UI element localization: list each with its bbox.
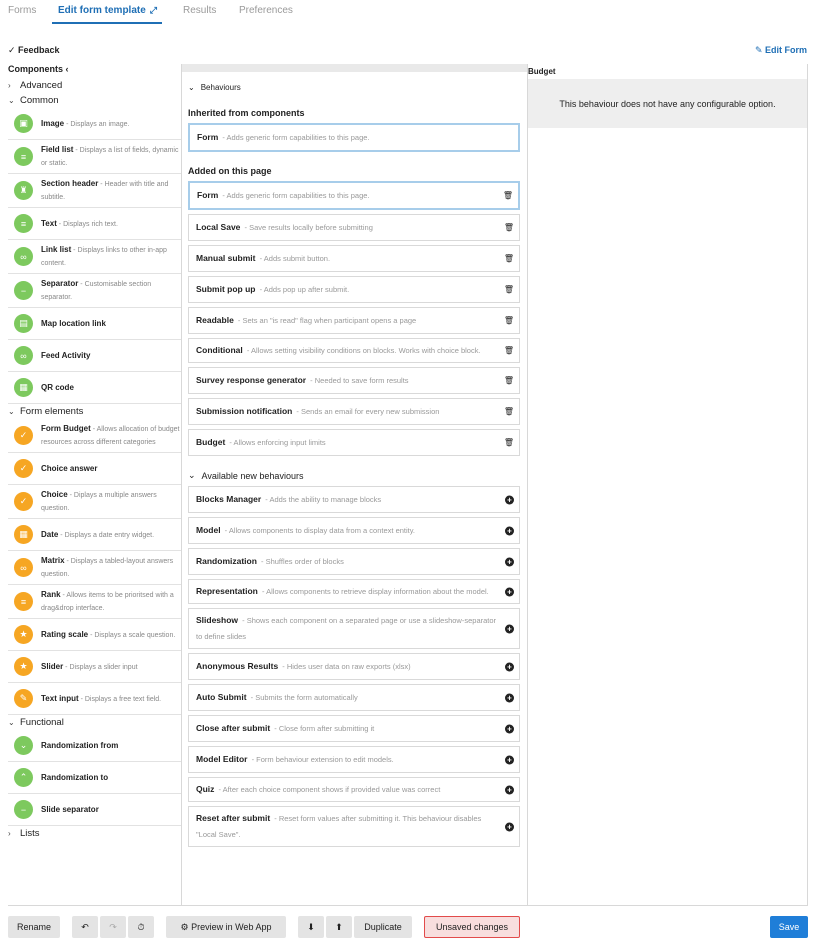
- trash-icon[interactable]: 🗑: [503, 253, 514, 263]
- component-description: - Allows items to be prioritsed with a drag&drop interface.: [41, 592, 174, 612]
- component-description: - Displays links to other in-app content.: [41, 247, 167, 267]
- component-name: Form Budget: [41, 424, 91, 433]
- component-item[interactable]: [8, 274, 182, 308]
- behaviour-name: Anonymous Results: [196, 661, 279, 671]
- behaviour-name: Conditional: [196, 345, 243, 355]
- add-icon[interactable]: +: [505, 526, 514, 535]
- component-name: Link list: [41, 245, 72, 254]
- move-down-button[interactable]: ⬇: [298, 916, 324, 938]
- behaviour-text: [196, 716, 374, 741]
- edit-form-link[interactable]: ✎ Edit Form: [754, 45, 807, 55]
- component-item[interactable]: [8, 619, 182, 651]
- component-item[interactable]: [8, 108, 182, 140]
- trash-icon[interactable]: 🗑: [503, 345, 514, 355]
- behaviour-name: Model: [196, 525, 221, 535]
- available-title-label: Available new behaviours: [201, 470, 304, 481]
- chevron-down-icon: ⌄: [8, 407, 15, 416]
- calendar-icon: ▦: [14, 525, 33, 544]
- undo-button[interactable]: ↶: [72, 916, 98, 938]
- component-item[interactable]: [8, 485, 182, 519]
- behaviour-name: Submission notification: [196, 406, 293, 416]
- add-icon[interactable]: +: [505, 557, 514, 566]
- chevron-up-icon: ⌃: [14, 768, 33, 787]
- divider: [807, 64, 808, 906]
- component-text: [41, 528, 154, 542]
- component-name: Slide separator: [41, 804, 99, 814]
- component-item[interactable]: [8, 683, 182, 715]
- list-icon: ≡: [14, 592, 33, 611]
- behaviour-name: Auto Submit: [196, 692, 247, 702]
- behaviour-text: [196, 308, 416, 333]
- feedback-breadcrumb[interactable]: ✓ Feedback: [8, 45, 60, 55]
- behaviour-text: [196, 399, 439, 424]
- behaviour-description: - Hides user data on raw exports (xlsx): [280, 662, 411, 671]
- top-nav: [0, 0, 813, 24]
- behaviour-item[interactable]: [188, 214, 520, 241]
- behaviour-description: - Sets an "is read" flag when participant opens a page: [235, 316, 417, 325]
- trash-icon[interactable]: 🗑: [503, 222, 514, 232]
- save-button[interactable]: Save: [770, 916, 808, 938]
- component-description: - Displays a tabled-layout answers question.: [41, 558, 174, 578]
- behaviour-name: Close after submit: [196, 723, 271, 733]
- trash-icon[interactable]: 🗑: [502, 190, 513, 200]
- tab-edit-form-template-label: Edit form template: [58, 5, 146, 16]
- chevron-down-icon: ⌄: [14, 736, 33, 755]
- component-item[interactable]: [8, 419, 182, 453]
- behaviour-name: Survey response generator: [196, 375, 307, 385]
- behaviour-description: - Adds the ability to manage blocks: [263, 495, 382, 504]
- behaviour-text: [196, 580, 489, 603]
- component-text: [41, 488, 182, 515]
- behaviour-text: [197, 125, 370, 150]
- group-label: Lists: [20, 828, 40, 839]
- behaviour-name: Submit pop up: [196, 284, 256, 294]
- behaviour-item[interactable]: [188, 398, 520, 425]
- duplicate-button[interactable]: Duplicate: [354, 916, 412, 938]
- component-description: - Header with title and subtitle.: [41, 181, 169, 201]
- component-item[interactable]: [8, 453, 182, 485]
- config-title: Budget: [528, 67, 556, 76]
- component-item[interactable]: [8, 651, 182, 683]
- component-item[interactable]: [8, 240, 182, 274]
- trash-icon[interactable]: 🗑: [503, 437, 514, 447]
- trophy-icon: ♜: [14, 181, 33, 200]
- group-functional[interactable]: [8, 715, 182, 730]
- component-name: Feed Activity: [41, 350, 91, 360]
- add-icon[interactable]: +: [505, 662, 514, 671]
- add-icon[interactable]: +: [505, 785, 514, 794]
- group-lists[interactable]: [8, 826, 182, 841]
- chevron-right-icon: ›: [8, 81, 11, 90]
- inherited-title: Inherited from components: [188, 108, 305, 118]
- chevron-down-icon: ⌄: [8, 96, 15, 105]
- trash-icon[interactable]: 🗑: [503, 406, 514, 416]
- component-text: [41, 771, 108, 785]
- behaviour-description: - Adds pop up after submit.: [257, 285, 350, 294]
- behaviour-description: - Allows components to retrieve display information about the model.: [259, 587, 489, 596]
- tab-results[interactable]: Results: [183, 5, 217, 16]
- behaviour-item[interactable]: [188, 608, 520, 649]
- component-text: [41, 277, 182, 304]
- behaviour-name: Local Save: [196, 222, 241, 232]
- component-item[interactable]: [8, 794, 182, 826]
- behaviour-name: Quiz: [196, 784, 215, 794]
- component-item[interactable]: [8, 519, 182, 551]
- component-name: Section header: [41, 179, 99, 188]
- behaviour-description: - After each choice component shows if provided value was correct: [216, 785, 441, 794]
- text-icon: ≡: [14, 214, 33, 233]
- behaviour-description: - Allows setting visibility conditions on blocks. Works with choice block.: [244, 346, 481, 355]
- behaviour-item[interactable]: [188, 367, 520, 394]
- infinity-icon: ∞: [14, 558, 33, 577]
- component-text: [41, 422, 182, 449]
- behaviour-item[interactable]: [188, 653, 520, 680]
- check-icon: ✓: [14, 459, 33, 478]
- link-icon: ∞: [14, 247, 33, 266]
- component-text: [41, 692, 161, 706]
- components-title-label: Components: [8, 64, 63, 74]
- component-text: [41, 217, 118, 231]
- component-name: Date: [41, 529, 59, 539]
- behaviour-item[interactable]: [188, 429, 520, 456]
- behaviour-item[interactable]: [188, 715, 520, 742]
- component-item[interactable]: [8, 585, 182, 619]
- component-name: Rank: [41, 590, 61, 599]
- edit-icon: ✎: [14, 689, 33, 708]
- star-icon: ★: [14, 625, 33, 644]
- behaviour-name: Representation: [196, 586, 258, 596]
- component-text: [41, 381, 74, 395]
- component-text: [41, 143, 182, 170]
- component-description: - Displays a list of fields, dynamic or static.: [41, 147, 179, 167]
- preview-button[interactable]: ⚙ Preview in Web App: [166, 916, 286, 938]
- trash-icon[interactable]: 🗑: [503, 284, 514, 294]
- tab-edit-form-template[interactable]: [58, 5, 157, 16]
- behaviour-item[interactable]: [188, 746, 520, 773]
- components-title: [8, 64, 182, 74]
- map-icon: ▤: [14, 314, 33, 333]
- tab-preferences[interactable]: Preferences: [239, 5, 293, 16]
- divider: [8, 905, 808, 906]
- available-list: [188, 486, 520, 847]
- behaviour-text: [196, 685, 358, 710]
- minus-icon: −: [14, 800, 33, 819]
- behaviour-description: - Close form after submitting it: [272, 724, 375, 733]
- divider: [527, 64, 528, 906]
- add-icon[interactable]: +: [505, 724, 514, 733]
- component-name: Matrix: [41, 556, 65, 565]
- behaviour-text: [196, 654, 411, 679]
- behaviour-description: - Reset form values after submitting it. This behaviour disables "Local Save".: [196, 814, 482, 839]
- behaviour-name: Budget: [196, 437, 226, 447]
- component-item[interactable]: [8, 174, 182, 208]
- component-description: - Displays rich text.: [56, 220, 118, 228]
- component-text: [41, 177, 182, 204]
- move-up-button[interactable]: ⬆: [326, 916, 352, 938]
- component-text: [41, 462, 97, 476]
- behaviour-text: [196, 215, 373, 240]
- add-icon[interactable]: +: [505, 495, 514, 504]
- form-elements-list: [8, 419, 182, 715]
- behaviour-description: - Allows components to display data from a context entity.: [222, 526, 416, 535]
- component-text: [41, 588, 182, 615]
- behaviours-toggle-label: Behaviours: [200, 82, 241, 92]
- behaviour-name: Manual submit: [196, 253, 256, 263]
- component-text: [41, 117, 129, 131]
- expand-icon[interactable]: ⤢: [149, 5, 157, 15]
- group-advanced[interactable]: [8, 78, 182, 93]
- behaviour-description: - Adds submit button.: [257, 254, 331, 263]
- component-description: - Displays a slider input: [63, 663, 138, 671]
- behaviour-description: - Submits the form automatically: [248, 693, 358, 702]
- component-description: - Customisable section separator.: [41, 281, 152, 301]
- chevron-down-icon: ⌄: [188, 82, 195, 92]
- link-icon: ∞: [14, 346, 33, 365]
- component-item[interactable]: [8, 551, 182, 585]
- components-panel: [8, 64, 182, 905]
- behaviour-item[interactable]: [188, 245, 520, 272]
- list-icon: ≡: [14, 147, 33, 166]
- chevron-down-icon: ⌄: [8, 718, 15, 727]
- config-message: This behaviour does not have any configurable option.: [528, 79, 807, 128]
- component-name: Image: [41, 118, 65, 128]
- image-icon: ▣: [14, 114, 33, 133]
- behaviour-text: [196, 246, 330, 271]
- component-description: - Displays a scale question.: [88, 631, 176, 639]
- add-icon[interactable]: +: [505, 755, 514, 764]
- component-description: - Displays a free text field.: [78, 695, 162, 703]
- component-item[interactable]: [8, 730, 182, 762]
- chevron-right-icon: ›: [8, 829, 11, 838]
- component-name: Choice answer: [41, 463, 98, 473]
- behaviour-description: - Adds generic form capabilities to this page.: [220, 191, 370, 200]
- behaviour-text: [196, 339, 481, 362]
- check-icon: ✓: [14, 426, 33, 445]
- star-icon: ★: [14, 657, 33, 676]
- behaviours-panel: [188, 80, 520, 851]
- unsaved-changes-badge[interactable]: Unsaved changes: [424, 916, 520, 938]
- behaviour-text: [196, 277, 349, 302]
- component-item[interactable]: [8, 308, 182, 340]
- behaviour-item[interactable]: [188, 777, 520, 802]
- collapse-icon[interactable]: ‹: [65, 64, 69, 74]
- component-name: Randomization to: [41, 772, 109, 782]
- rename-button[interactable]: Rename: [8, 916, 60, 938]
- behaviour-name: Readable: [196, 315, 234, 325]
- component-item[interactable]: [8, 140, 182, 174]
- trash-icon[interactable]: 🗑: [503, 375, 514, 385]
- component-name: Separator: [41, 279, 79, 288]
- behaviour-name: Form: [197, 132, 219, 142]
- behaviour-name: Reset after submit: [196, 813, 271, 823]
- component-name: Text: [41, 218, 57, 228]
- behaviour-item[interactable]: [188, 579, 520, 604]
- behaviour-text: [196, 778, 440, 801]
- minus-icon: −: [14, 281, 33, 300]
- behaviour-description: - Sends an email for every new submission: [294, 407, 440, 416]
- component-name: Text input: [41, 693, 79, 703]
- component-text: [41, 739, 118, 753]
- behaviour-text: [196, 807, 497, 846]
- component-item[interactable]: [8, 372, 182, 404]
- behaviour-item[interactable]: [188, 338, 520, 363]
- add-icon[interactable]: +: [505, 693, 514, 702]
- component-description: - Allows allocation of budget resources across different categories: [41, 426, 180, 446]
- behaviour-description: - Save results locally before submitting: [242, 223, 373, 232]
- behaviour-item[interactable]: [188, 276, 520, 303]
- component-item[interactable]: [8, 340, 182, 372]
- behaviour-description: - Form behaviour extension to edit models.: [249, 755, 394, 764]
- functional-list: [8, 730, 182, 826]
- component-text: [41, 803, 99, 817]
- add-icon[interactable]: +: [505, 587, 514, 596]
- divider: [181, 64, 182, 906]
- component-text: [41, 660, 138, 674]
- behaviour-item[interactable]: [188, 181, 520, 210]
- chevron-down-icon: ⌄: [188, 470, 196, 480]
- available-title[interactable]: [188, 470, 520, 481]
- middle-panel-header: [182, 64, 527, 72]
- group-label: Advanced: [20, 80, 63, 91]
- behaviour-description: - Shows each component on a separated page or use a slideshow-separator to define slides: [196, 616, 497, 641]
- history-button[interactable]: ⏱: [128, 916, 154, 938]
- group-label: Form elements: [20, 406, 84, 417]
- component-description: - Diplays a multiple answers question.: [41, 492, 157, 512]
- behaviours-toggle[interactable]: [188, 80, 520, 94]
- behaviour-name: Blocks Manager: [196, 494, 262, 504]
- added-title: Added on this page: [188, 166, 272, 176]
- component-item[interactable]: [8, 208, 182, 240]
- behaviour-item[interactable]: [188, 307, 520, 334]
- behaviour-text: [196, 368, 409, 393]
- component-description: - Displays a date entry widget.: [58, 531, 155, 539]
- footer-toolbar: [0, 916, 813, 938]
- add-icon[interactable]: +: [505, 822, 514, 831]
- behaviour-item[interactable]: [188, 517, 520, 544]
- behaviour-description: - Allows enforcing input limits: [227, 438, 326, 447]
- behaviour-item[interactable]: [188, 806, 520, 847]
- component-name: Randomization from: [41, 740, 119, 750]
- component-name: Rating scale: [41, 629, 89, 639]
- component-text: [41, 628, 175, 642]
- behaviour-text: [196, 518, 415, 543]
- check-icon: ✓: [14, 492, 33, 511]
- behaviour-name: Form: [197, 190, 219, 200]
- group-label: Functional: [20, 717, 64, 728]
- behaviour-text: [196, 747, 394, 772]
- component-description: - Displays an image.: [64, 120, 130, 128]
- component-name: Field list: [41, 145, 74, 154]
- behaviour-text: [196, 609, 497, 648]
- component-name: Map location link: [41, 318, 106, 328]
- component-name: QR code: [41, 382, 74, 392]
- component-text: [41, 554, 182, 581]
- behaviour-text: [196, 549, 344, 574]
- group-label: Common: [20, 95, 59, 106]
- component-name: Slider: [41, 661, 64, 671]
- common-list: [8, 108, 182, 404]
- behaviour-description: - Adds generic form capabilities to this page.: [220, 133, 370, 142]
- component-text: [41, 243, 182, 270]
- group-common[interactable]: [8, 93, 182, 108]
- group-form-elements[interactable]: [8, 404, 182, 419]
- qr-code-icon: ▦: [14, 378, 33, 397]
- added-list: [188, 181, 520, 456]
- active-tab-underline: [52, 22, 162, 24]
- behaviour-description: - Needed to save form results: [308, 376, 409, 385]
- component-name: Choice: [41, 490, 68, 499]
- trash-icon[interactable]: 🗑: [503, 315, 514, 325]
- behaviour-item[interactable]: [188, 684, 520, 711]
- behaviour-text: [196, 430, 326, 455]
- behaviour-text: [196, 487, 381, 512]
- component-text: [41, 349, 91, 363]
- component-item[interactable]: [8, 762, 182, 794]
- behaviour-item[interactable]: [188, 486, 520, 513]
- component-text: [41, 317, 106, 331]
- behaviour-name: Slideshow: [196, 615, 239, 625]
- add-icon[interactable]: +: [505, 624, 514, 633]
- behaviour-description: - Shuffles order of blocks: [258, 557, 344, 566]
- redo-button[interactable]: ↷: [100, 916, 126, 938]
- behaviour-item[interactable]: [188, 548, 520, 575]
- tab-forms[interactable]: Forms: [8, 5, 37, 16]
- inherited-list: [188, 123, 520, 152]
- behaviour-item[interactable]: [188, 123, 520, 152]
- behaviour-name: Randomization: [196, 556, 257, 566]
- behaviour-text: [197, 183, 370, 208]
- behaviour-name: Model Editor: [196, 754, 248, 764]
